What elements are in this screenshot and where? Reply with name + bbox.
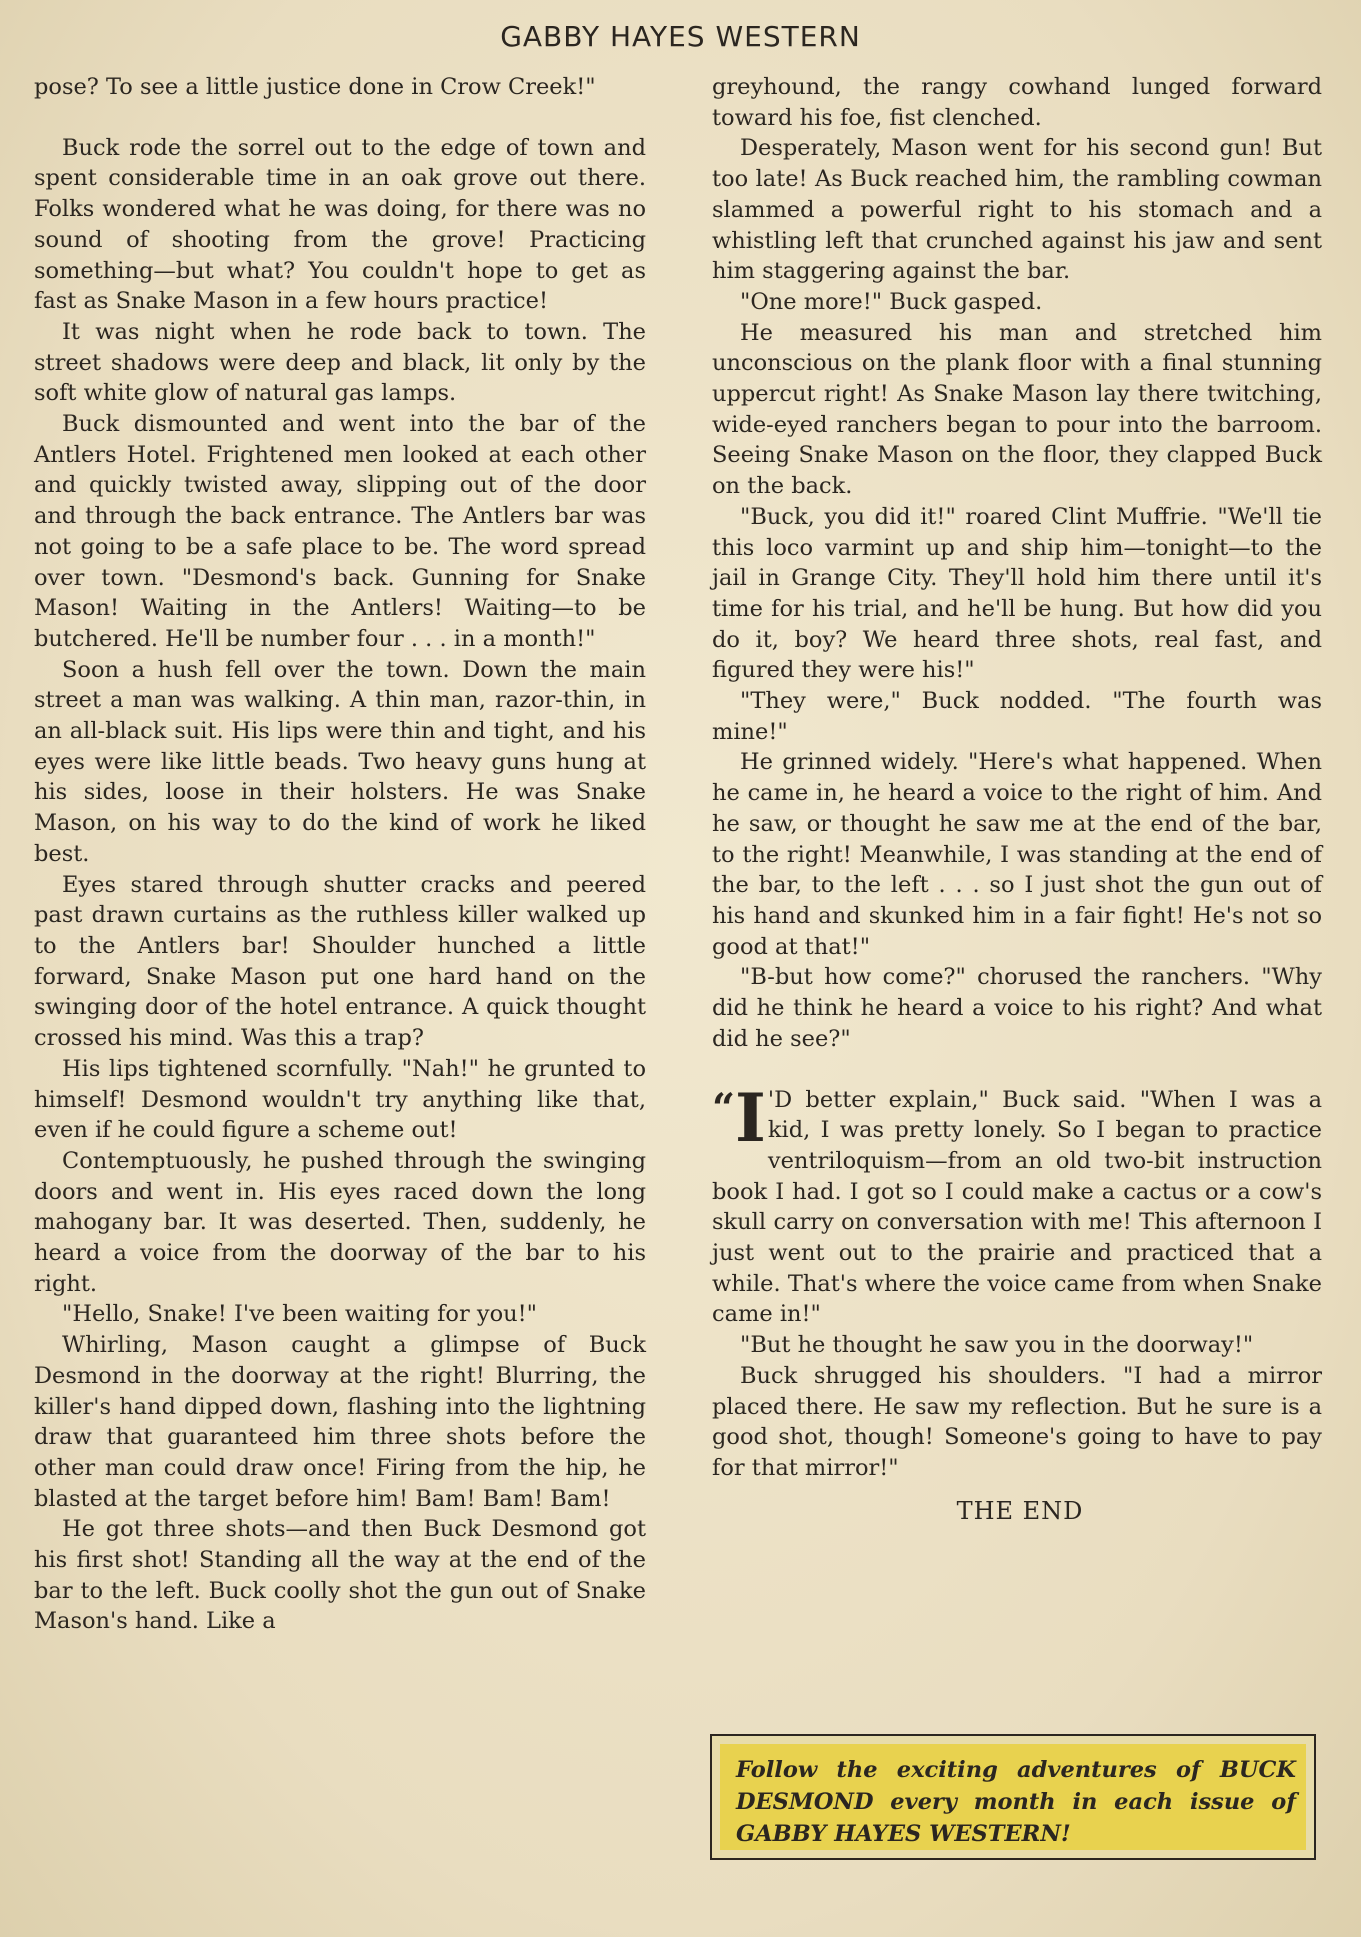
right-column <box>712 72 1322 1526</box>
paragraph: His lips tightened scornfully. "Nah!" he grunted to himself! Desmond wouldn't try anything like that, even if he could figure a scheme out! <box>34 1055 646 1144</box>
paragraph: He measured his man and stretched him unconscious on the plank floor with a final stunning uppercut right! As Snake Mason lay there twitching, wide-eyed ranchers began to pour into the barroom. Seeing Snake Mason on the floor, they clapped Buck on the back. <box>712 319 1322 500</box>
paragraph: He grinned widely. "Here's what happened. When he came in, he heard a voice to the right of him. And he saw, or thought he saw me at the end of the bar, to the right! Meanwhile, I was standing at the end of the bar, to the left . . . so I just shot the gun out of his hand and skunked him in a fair fight! He's not so good at that!" <box>712 749 1322 960</box>
paragraph: Buck rode the sorrel out to the edge of town and spent considerable time in an oak grove out there. Folks wondered what he was doing, for there was no sound of shooting from the grove! Practicing something—but what? You couldn't hope to get as fast as Snake Mason in a few hours practice! <box>34 134 646 315</box>
paragraph: Buck dismounted and went into the bar of the Antlers Hotel. Frightened men looked at each other and quickly twisted away, slipping out of the door and through the back entrance. The Antlers bar was not going to be a safe place to be. The word spread over town. "Desmond's back. Gunning for Snake Mason! Waiting in the Antlers! Waiting—to be butchered. He'll be number four . . . in a month!" <box>34 411 646 652</box>
promo-box <box>710 1734 1316 1860</box>
paragraph: "One more!" Buck gasped. <box>740 288 1043 315</box>
paragraph: He got three shots—and then Buck Desmond got his first shot! Standing all the way at the end of the bar to the left. Buck coolly shot the gun out of Snake Mason's hand. Like a <box>34 1516 646 1635</box>
promo-text: Follow the exciting adventures of BUCK DESMOND every month in each issue of GABBY HAYES WESTERN! <box>720 1744 1306 1850</box>
paragraph: Eyes stared through shutter cracks and peered past drawn curtains as the ruthless killer walked up to the Antlers bar! Shoulder hunched a little forward, Snake Mason put one hard hand on the swinging door of the hotel entrance. A quick thought crossed his mind. Was this a trap? <box>34 871 646 1052</box>
paragraph: "Buck, you did it!" roared Clint Muffrie. "We'll tie this loco varmint up and ship him—tonight—to the jail in Grange City. They'll hold him there until it's time for his trial, and he'll be hung. But how did you do it, boy? We heard three shots, real fast, and figured they were his!" <box>712 503 1322 684</box>
the-end-label: THE END <box>956 1496 1084 1525</box>
paragraph: Buck shrugged his shoulders. "I had a mirror placed there. He saw my reflection. But he sure is a good shot, though! Someone's going to have to pay for that mirror!" <box>712 1362 1322 1481</box>
paragraph: greyhound, the rangy cowhand lunged forward toward his foe, fist clenched. <box>712 74 1322 131</box>
paragraph: It was night when he rode back to town. The street shadows were deep and black, lit only by the soft white glow of natural gas lamps. <box>34 318 646 407</box>
paragraph: "Hello, Snake! I've been waiting for you!" <box>62 1301 537 1328</box>
drop-cap <box>712 1078 766 1157</box>
paragraph: "They were," Buck nodded. "The fourth was mine!" <box>712 688 1322 745</box>
paragraph: "But he thought he saw you in the doorway!" <box>740 1332 1254 1359</box>
paragraph: Soon a hush fell over the town. Down the main street a man was walking. A thin man, razor-thin, in an all-black suit. His lips were thin and tight, and his eyes were like little beads. Two heavy guns hung at his sides, loose in their holsters. He was Snake Mason, on his way to do the kind of work he liked best. <box>34 656 646 867</box>
page-header: GABBY HAYES WESTERN <box>500 20 861 53</box>
paragraph: "B-but how come?" chorused the ranchers. "Why did he think he heard a voice to his right? And what did he see?" <box>712 964 1322 1052</box>
paragraph-text: 'D better explain," Buck said. "When I was a kid, I was pretty lonely. So I began to practice ventriloquism—from an old two-bit instruction book I had. I got so I could make a cactus or a cow's skull carry on conversation with me! This afternoon I just went out to the prairie and practiced that a while. That's where the voice came from when Snake came in!" <box>712 1086 1322 1328</box>
dropcap-paragraph <box>712 1078 1322 1331</box>
paragraph: Contemptuously, he pushed through the swinging doors and went in. His eyes raced down the long mahogany bar. It was deserted. Then, suddenly, he heard a voice from the doorway of the bar to his right. <box>34 1147 646 1297</box>
paragraph: Desperately, Mason went for his second gun! But too late! As Buck reached him, the rambling cowman slammed a powerful right to his stomach and a whistling left that crunched against his jaw and sent him staggering against the bar. <box>712 135 1322 285</box>
paragraph: Whirling, Mason caught a glimpse of Buck Desmond in the doorway at the right! Blurring, the killer's hand dipped down, flashing into the lightning draw that guaranteed him three shots before the other man could draw once! Firing from the hip, he blasted at the target before him! Bam! Bam! Bam! <box>34 1332 646 1512</box>
drop-cap-letter: I <box>735 1078 766 1157</box>
paragraph: pose? To see a little justice done in Crow Creek!" <box>34 74 596 100</box>
left-column <box>34 72 646 1637</box>
drop-cap-quote: “ <box>712 1084 736 1132</box>
